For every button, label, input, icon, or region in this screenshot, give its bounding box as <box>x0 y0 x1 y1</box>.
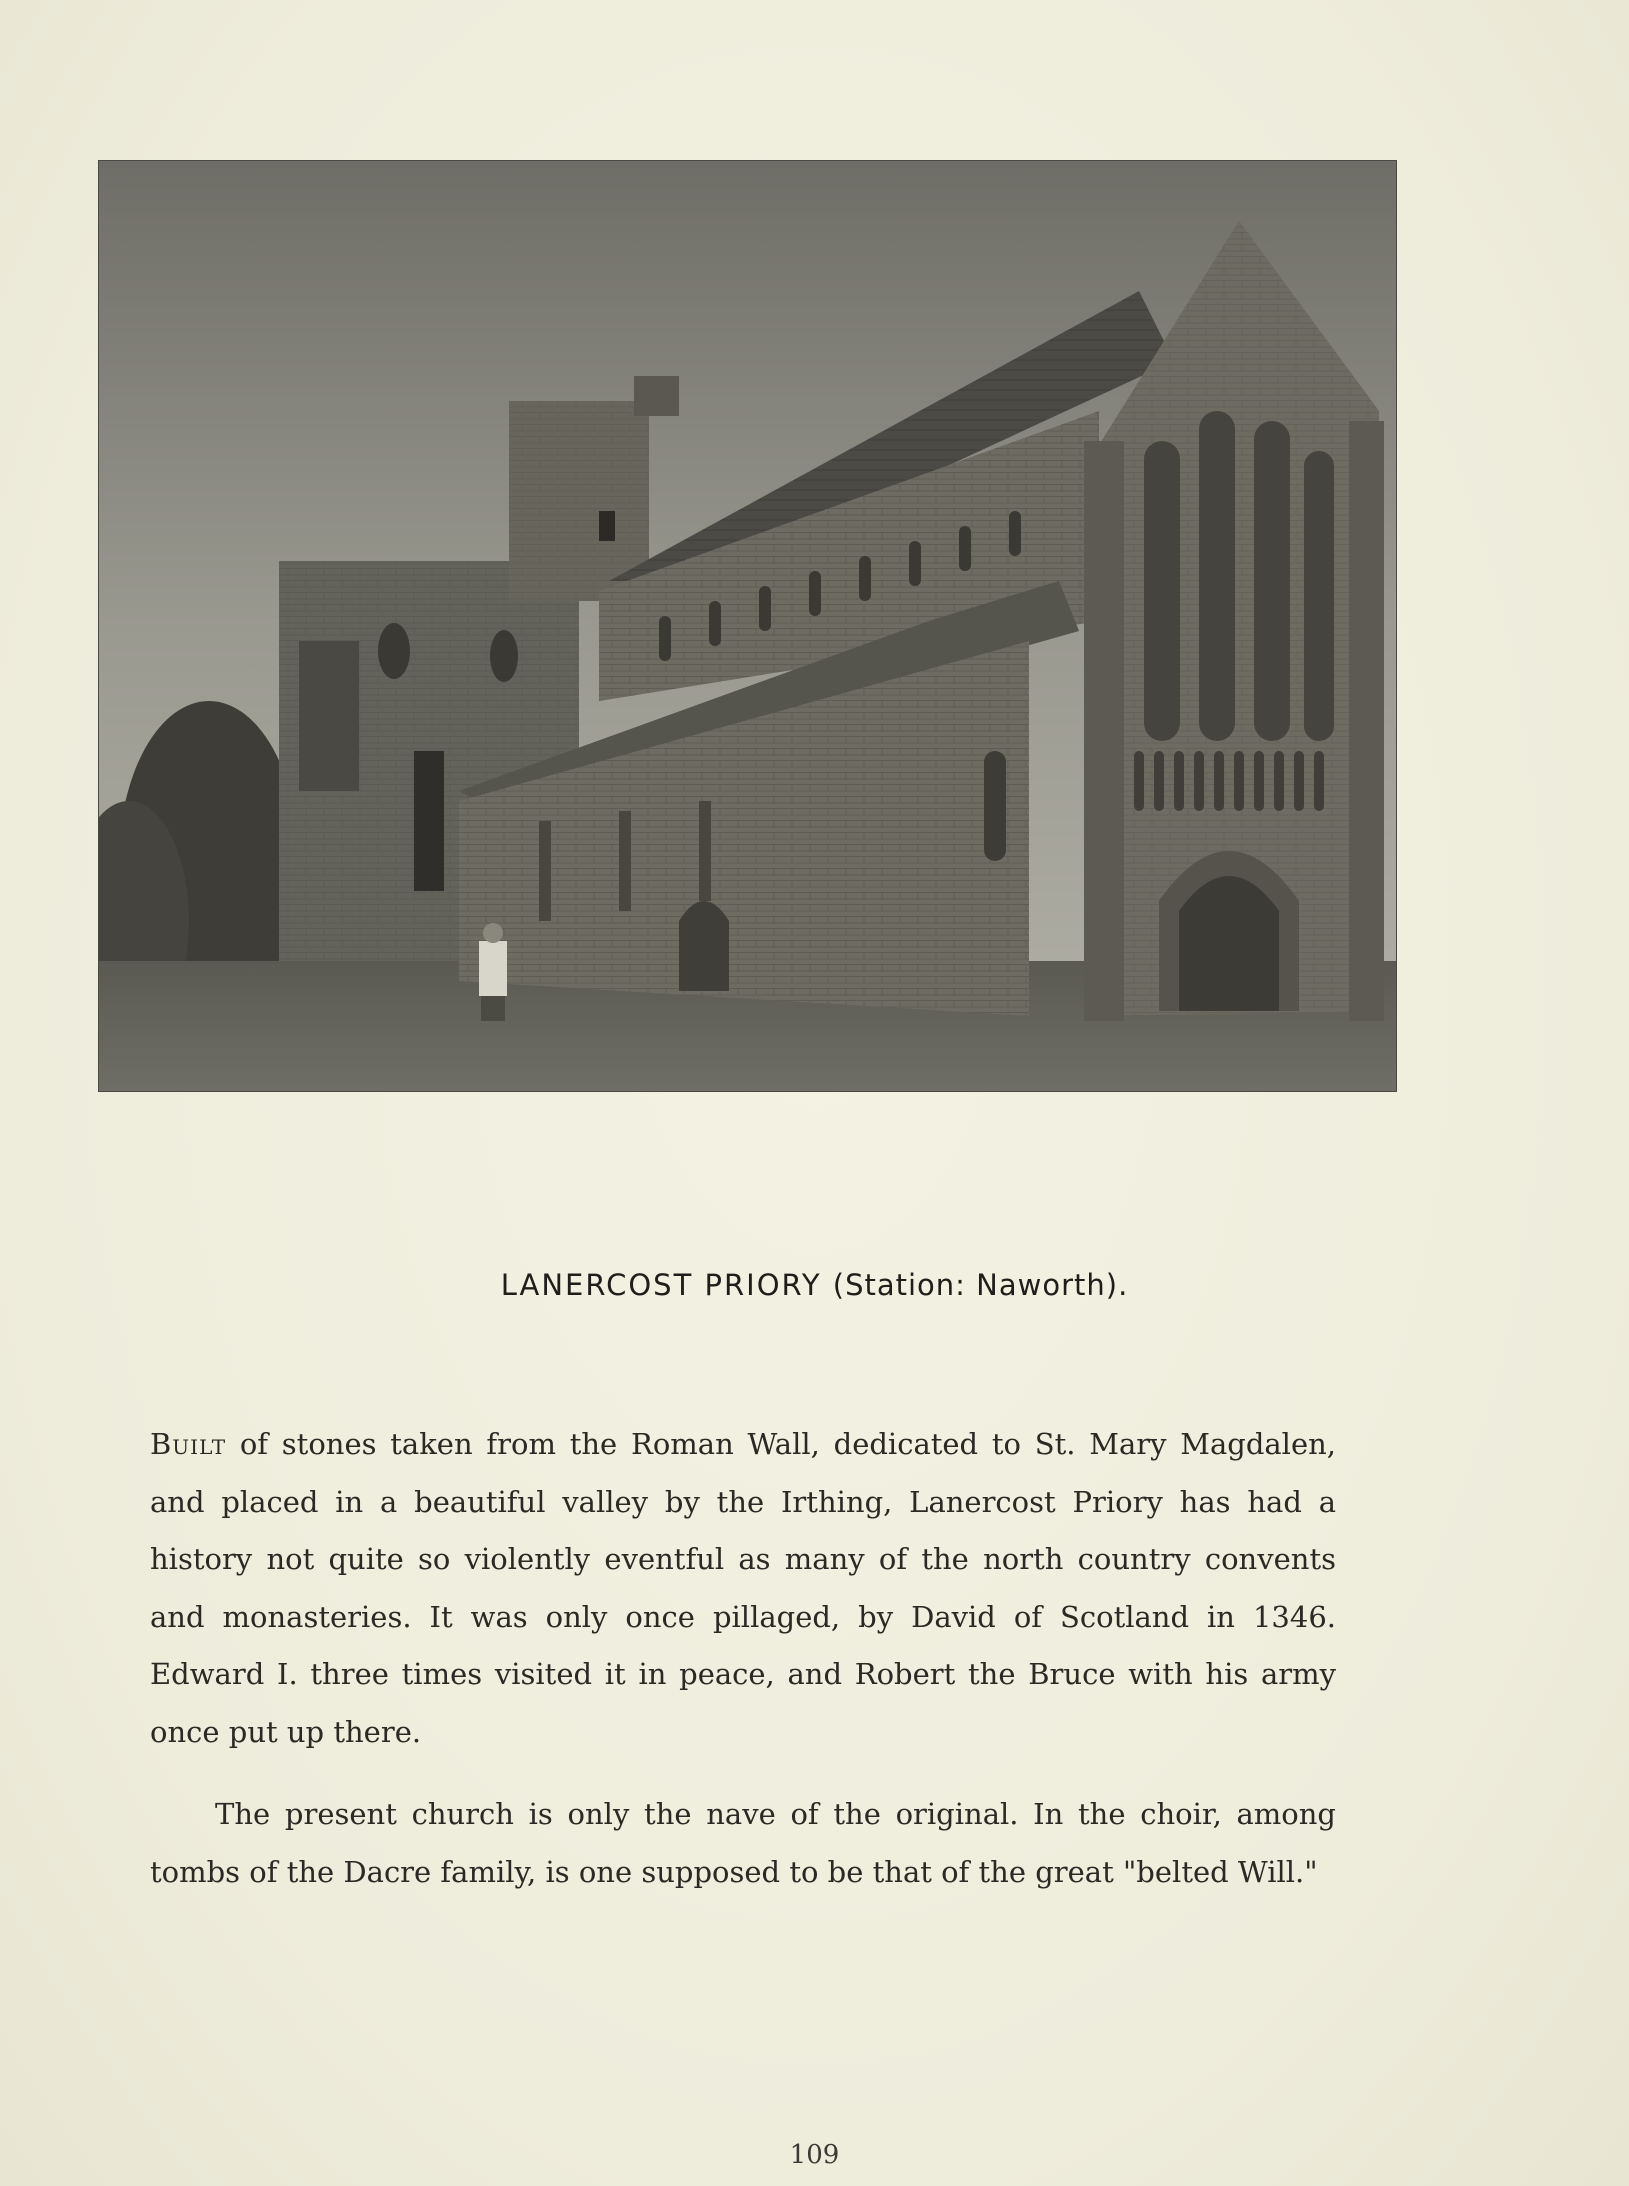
paragraph-1-text: of stones taken from the Roman Wall, dedicated to St. Mary Magdalen, and placed in a beautiful valley by the Irthing, Lanercost Priory has had a history not quite so violently eventful as many of the north country convents and monasteries. It was only once pillaged, by David of Scotland in 1346. Edward I. three times visited it in peace, and Robert the Bruce with his army once put up there. <box>150 1427 1336 1749</box>
body-text <box>150 1416 1336 1926</box>
page-number: 109 <box>789 2140 840 2170</box>
paragraph-lead-word: Built <box>150 1427 227 1461</box>
paragraph-1 <box>150 1416 1336 1761</box>
photograph-plate <box>99 161 1396 1091</box>
priory-photograph <box>99 161 1396 1091</box>
caption-title: LANERCOST PRIORY <box>500 1268 822 1302</box>
paragraph-2: The present church is only the nave of the original. In the choir, among tombs of the Dacre family, is one supposed to be that of the great "belted Will." <box>150 1797 1336 1889</box>
caption-station: (Station: Naworth). <box>832 1268 1129 1302</box>
plate-caption <box>0 1268 1629 1302</box>
